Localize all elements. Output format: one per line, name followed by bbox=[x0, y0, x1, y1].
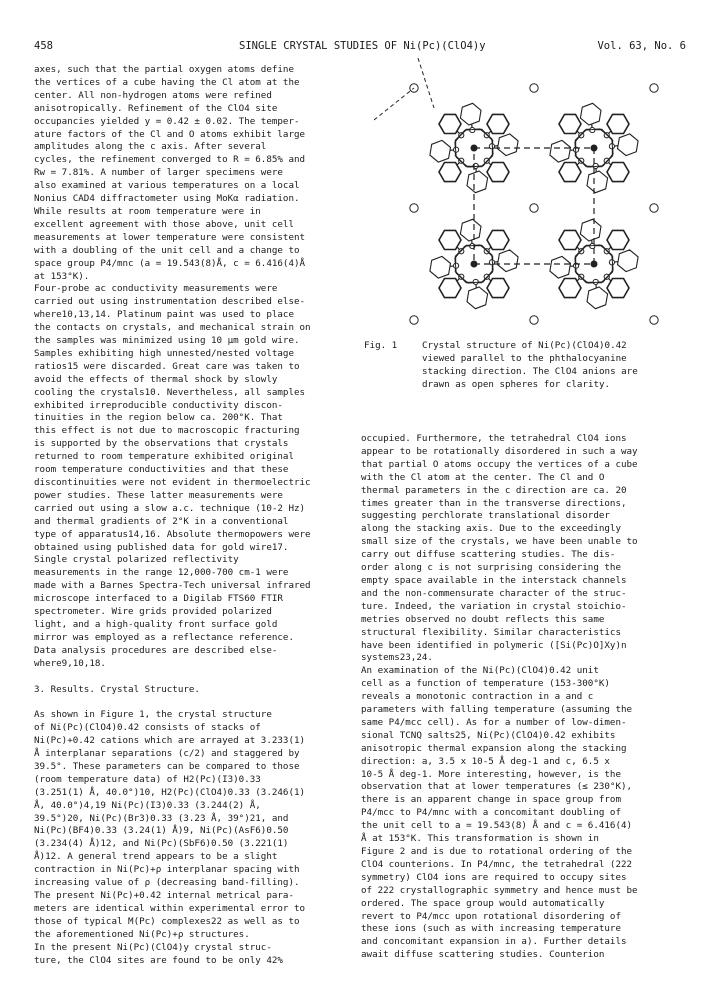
pc-ring-part bbox=[587, 171, 608, 193]
page-number: 458 bbox=[34, 40, 53, 52]
pc-ring-part bbox=[439, 163, 461, 182]
text-line: Ni(Pc)(BF4)0.33 (3.24(1) Å)9, Ni(Pc)(AsF6)0.50 bbox=[34, 825, 289, 837]
pc-ring-part bbox=[430, 140, 451, 162]
pc-ring-part bbox=[487, 114, 509, 133]
text-line: power studies. These latter measurements were bbox=[34, 489, 283, 501]
text-line: small size of the crystals, we have been unable to bbox=[361, 536, 638, 548]
text-line: appear to be rotationally disordered in such a way bbox=[361, 445, 638, 457]
text-line: and concomitant expansion in a). Further details bbox=[361, 936, 627, 948]
clo4-sphere bbox=[530, 204, 538, 212]
text-line: reveals a monotonic contraction in a and c bbox=[361, 691, 594, 703]
text-line: ature factors of the Cl and O atoms exhibit large bbox=[34, 128, 306, 140]
text-line: Samples exhibiting high unnested/nested voltage bbox=[34, 347, 294, 359]
text-line: thermal parameters in the c direction are ca. 20 bbox=[361, 484, 627, 496]
text-line: ClO4 counterions. In P4/mnc, the tetrahedral (222 bbox=[361, 858, 633, 870]
running-header bbox=[34, 40, 686, 56]
text-line: avoid the effects of thermal shock by slowly bbox=[34, 373, 278, 385]
figure-caption-text bbox=[422, 340, 638, 392]
text-line: those of typical M(Pc) complexes22 as well as to bbox=[34, 915, 300, 927]
text-line: Crystal structure of Ni(Pc)(ClO4)0.42 bbox=[422, 340, 627, 351]
text-line: Four-probe ac conductivity measurements were bbox=[34, 283, 278, 295]
text-line bbox=[34, 696, 354, 709]
text-line: 3. Results. Crystal Structure. bbox=[34, 683, 200, 695]
text-line: ratios15 were discarded. Great care was taken to bbox=[34, 360, 300, 372]
pc-ring-part bbox=[460, 219, 481, 241]
text-line: where9,10,18. bbox=[34, 657, 106, 669]
pc-ring-part bbox=[618, 134, 639, 156]
text-line: (room temperature data) of H2(Pc)(I3)0.33 bbox=[34, 773, 261, 785]
pc-ring-part bbox=[559, 114, 581, 133]
text-line: carry out diffuse scattering studies. The dis- bbox=[361, 549, 616, 561]
text-line: While results at room temperature were in bbox=[34, 205, 261, 217]
pc-ring-part bbox=[498, 250, 519, 272]
pc-ring-part bbox=[607, 163, 629, 182]
right-text-column bbox=[361, 433, 693, 962]
text-line: type of apparatus14,16. Absolute thermopowers were bbox=[34, 528, 311, 540]
clo4-sphere bbox=[410, 316, 418, 324]
pc-ring-part bbox=[430, 256, 451, 278]
pc-ring-part bbox=[559, 279, 581, 298]
text-line: microscope interfaced to a Digilab FTS60 FTIR bbox=[34, 593, 283, 605]
text-line: carried out using instrumentation described else- bbox=[34, 296, 306, 308]
crystal-structure-figure bbox=[374, 58, 690, 333]
text-line: Å at 153°K. This transformation is shown in bbox=[361, 833, 599, 845]
text-line: carried out using a slow a.c. technique (10-2 Hz) bbox=[34, 502, 306, 514]
text-line: this effect is not due to macroscopic fracturing bbox=[34, 425, 300, 437]
clo4-sphere bbox=[410, 204, 418, 212]
text-line: await diffuse scattering studies. Counterion bbox=[361, 949, 605, 961]
text-line: Data analysis procedures are described else- bbox=[34, 644, 278, 656]
text-line: observation that at lower temperatures (≤ 230°K), bbox=[361, 781, 633, 793]
text-line: contraction in Ni(Pc)+ρ interplanar spacing with bbox=[34, 864, 300, 876]
figure-label: Fig. 1 bbox=[364, 340, 398, 351]
text-line: Nonius CAD4 diffractometer using MoKα radiation. bbox=[34, 193, 300, 205]
text-line: An examination of the Ni(Pc)(ClO4)0.42 unit bbox=[361, 665, 599, 677]
text-line: revert to P4/mcc upon rotational disordering of bbox=[361, 910, 621, 922]
pc-ring-part bbox=[487, 163, 509, 182]
pc-ring-part bbox=[559, 230, 581, 249]
pc-ring-part bbox=[487, 279, 509, 298]
text-line: suggesting perchlorate translational disorder bbox=[361, 510, 610, 522]
axis-line bbox=[418, 58, 434, 108]
text-line: systems23,24. bbox=[361, 652, 433, 664]
text-line: metries observed no doubt reflects this same bbox=[361, 613, 605, 625]
text-line: light, and a high-quality front surface gold bbox=[34, 618, 278, 630]
text-line: returned to room temperature exhibited original bbox=[34, 451, 294, 463]
text-line: In the present Ni(Pc)(ClO4)y crystal struc- bbox=[34, 941, 272, 953]
axis-line bbox=[374, 88, 414, 120]
pc-ring-part bbox=[439, 230, 461, 249]
clo4-sphere bbox=[650, 316, 658, 324]
clo4-sphere bbox=[530, 316, 538, 324]
text-line: direction: a, 3.5 x 10-5 Å deg-1 and c, 6.5 x bbox=[361, 755, 610, 767]
pc-ring-part bbox=[580, 103, 601, 125]
text-line: also examined at various temperatures on a local bbox=[34, 180, 300, 192]
text-line: The present Ni(Pc)+0.42 internal metrical para- bbox=[34, 890, 294, 901]
pc-ring-part bbox=[559, 163, 581, 182]
pc-ring-part bbox=[607, 114, 629, 133]
text-line: parameters with falling temperature (assuming the bbox=[361, 704, 633, 716]
text-line: the contacts on crystals, and mechanical strain on bbox=[34, 322, 311, 334]
text-line: the unit cell to a = 19.543(8) Å and c = 6.416(4) bbox=[361, 820, 633, 832]
text-line: times greater than in the transverse directions, bbox=[361, 497, 627, 509]
pc-ring-part bbox=[439, 114, 461, 133]
text-line: 39.5°)20, Ni(Pc)(Br3)0.33 (3.23 Å, 39°)21, and bbox=[34, 812, 289, 824]
pc-ring-part bbox=[607, 279, 629, 298]
text-line: excellent agreement with those above, unit cell bbox=[34, 218, 294, 230]
text-line: As shown in Figure 1, the crystal structure bbox=[34, 709, 272, 721]
text-line: ture, the ClO4 sites are found to be only 42% bbox=[34, 954, 283, 966]
text-line: have been identified in polymeric ([Si(Pc)O]Xy)n bbox=[361, 639, 627, 651]
text-line: where10,13,14. Platinum paint was used to place bbox=[34, 309, 294, 321]
text-line: amplitudes along the c axis. After several bbox=[34, 141, 267, 153]
text-line: measurements at lower temperature were consistent bbox=[34, 231, 306, 243]
text-line: there is an apparent change in space group from bbox=[361, 794, 621, 806]
crystal-structure-drawing bbox=[374, 58, 690, 333]
text-line: stacking direction. The ClO4 anions are bbox=[422, 365, 638, 377]
text-line: mirror was employed as a reflectance reference. bbox=[34, 631, 294, 643]
text-line: cycles, the refinement converged to R = 6.85% and bbox=[34, 154, 306, 166]
pc-ring-part bbox=[467, 287, 488, 309]
text-line: Rw = 7.81%. A number of larger specimens were bbox=[34, 167, 283, 179]
clo4-sphere bbox=[650, 204, 658, 212]
text-line: space group P4/mnc (a = 19.543(8)Å, c = 6.416(4)Å bbox=[34, 257, 306, 269]
text-line: cooling the crystals10. Nevertheless, all samples bbox=[34, 386, 306, 398]
text-line: anisotropic thermal expansion along the stacking bbox=[361, 742, 627, 754]
pc-ring-part bbox=[498, 134, 519, 156]
text-line: sional TCNQ salts25, Ni(Pc)(ClO4)0.42 exhibits bbox=[361, 729, 616, 741]
text-line: obtained using published data for gold wire17. bbox=[34, 541, 289, 553]
text-line: the vertices of a cube having the Cl atom at the bbox=[34, 76, 300, 88]
text-line: structural flexibility. Similar characteristics bbox=[361, 626, 621, 638]
pc-ring-part bbox=[618, 250, 639, 272]
text-line: and the non-commensurate character of the struc- bbox=[361, 587, 627, 599]
text-line: of 222 crystallographic symmetry and hence must be bbox=[361, 884, 638, 896]
clo4-sphere bbox=[530, 84, 538, 92]
pc-ring-part bbox=[467, 171, 488, 193]
pc-ring-part bbox=[550, 140, 571, 162]
pc-ring-part bbox=[550, 256, 571, 278]
text-line: (3.251(1) Å, 40.0°)10, H2(Pc)(ClO4)0.33 (3.246(1) bbox=[34, 786, 306, 798]
text-line: 10-5 Å deg-1. More interesting, however, is the bbox=[361, 768, 621, 780]
text-line: Single crystal polarized reflectivity bbox=[34, 554, 239, 566]
text-line: cell as a function of temperature (153-300°K) bbox=[361, 678, 610, 690]
clo4-sphere bbox=[650, 84, 658, 92]
text-line: Ni(Pc)+0.42 cations which are arrayed at 3.233(1) bbox=[34, 735, 306, 747]
running-title: SINGLE CRYSTAL STUDIES OF Ni(Pc)(ClO4)y bbox=[239, 40, 486, 52]
text-line: meters are identical within experimental error to bbox=[34, 902, 306, 914]
text-line: Å)12. A general trend appears to be a slight bbox=[34, 851, 278, 863]
text-line: center. All non-hydrogen atoms were refined bbox=[34, 89, 272, 101]
text-line: that partial O atoms occupy the vertices of a cube bbox=[361, 458, 638, 470]
text-line: measurements in the range 12,000-700 cm-1 were bbox=[34, 567, 289, 579]
text-line: empty space available in the interstack channels bbox=[361, 574, 627, 586]
text-line: exhibited irreproducible conductivity discon- bbox=[34, 399, 283, 411]
text-line: increasing value of ρ (decreasing band-filling). bbox=[34, 877, 300, 889]
text-line: axes, such that the partial oxygen atoms define bbox=[34, 64, 294, 75]
text-line: of Ni(Pc)(ClO4)0.42 consists of stacks of bbox=[34, 722, 261, 734]
text-line: Å, 40.0°)4,19 Ni(Pc)(I3)0.33 (3.244(2) Å, bbox=[34, 799, 261, 811]
text-line: these ions (such as with increasing temperature bbox=[361, 923, 621, 935]
pc-ring-part bbox=[460, 103, 481, 125]
text-line: Figure 2 and is due to rotational ordering of the bbox=[361, 846, 633, 857]
text-line: tinuities in the region below ca. 200°K. That bbox=[34, 412, 283, 424]
text-line: symmetry) ClO4 ions are required to occupy sites bbox=[361, 871, 627, 883]
pc-ring-part bbox=[487, 230, 509, 249]
pc-ring-part bbox=[580, 219, 601, 241]
text-line: anisotropically. Refinement of the ClO4 site bbox=[34, 102, 278, 114]
left-text-column bbox=[34, 64, 354, 967]
text-line: is supported by the observations that crystals bbox=[34, 438, 289, 450]
text-line: discontinuities were not evident in thermoelectric bbox=[34, 477, 311, 488]
text-line: occupancies yielded y = 0.42 ± 0.02. The temper- bbox=[34, 115, 300, 127]
text-line: with the Cl atom at the center. The Cl and O bbox=[361, 471, 605, 483]
text-line: with a doubling of the unit cell and a change to bbox=[34, 244, 300, 256]
text-line: made with a Barnes Spectra-Tech universal infrared bbox=[34, 580, 311, 592]
text-line: along the stacking axis. Due to the exceedingly bbox=[361, 523, 621, 535]
volume-issue: Vol. 63, No. 6 bbox=[597, 40, 686, 52]
text-line: viewed parallel to the phthalocyanine bbox=[422, 352, 627, 364]
text-line: 39.5°. These parameters can be compared to those bbox=[34, 760, 300, 772]
text-line: room temperature conductivities and that these bbox=[34, 464, 289, 476]
pc-ring-part bbox=[439, 279, 461, 298]
text-line: spectrometer. Wire grids provided polarized bbox=[34, 606, 272, 618]
text-line: (3.234(4) Å)12, and Ni(Pc)(SbF6)0.50 (3.221(1) bbox=[34, 838, 289, 850]
pc-ring-part bbox=[587, 287, 608, 309]
text-line: at 153°K). bbox=[34, 270, 90, 282]
text-line: ture. Indeed, the variation in crystal stoichio- bbox=[361, 600, 627, 612]
text-line: the samples was minimized using 10 μm gold wire. bbox=[34, 335, 300, 347]
text-line: occupied. Furthermore, the tetrahedral ClO4 ions bbox=[361, 433, 627, 444]
text-line: drawn as open spheres for clarity. bbox=[422, 378, 611, 390]
text-line: P4/mcc to P4/mnc with a concomitant doubling of bbox=[361, 807, 621, 819]
text-line: order along c is not surprising considering the bbox=[361, 562, 621, 574]
text-line: ordered. The space group would automatically bbox=[361, 897, 605, 909]
text-line: and thermal gradients of 2°K in a conventional bbox=[34, 515, 289, 527]
pc-ring-part bbox=[607, 230, 629, 249]
text-line bbox=[34, 671, 354, 684]
text-line: same P4/mcc cell). As for a number of low-dimen- bbox=[361, 716, 627, 728]
text-line: Å interplanar separations (c/2) and staggered by bbox=[34, 748, 300, 760]
text-line: the aforementioned Ni(Pc)+ρ structures. bbox=[34, 928, 250, 940]
